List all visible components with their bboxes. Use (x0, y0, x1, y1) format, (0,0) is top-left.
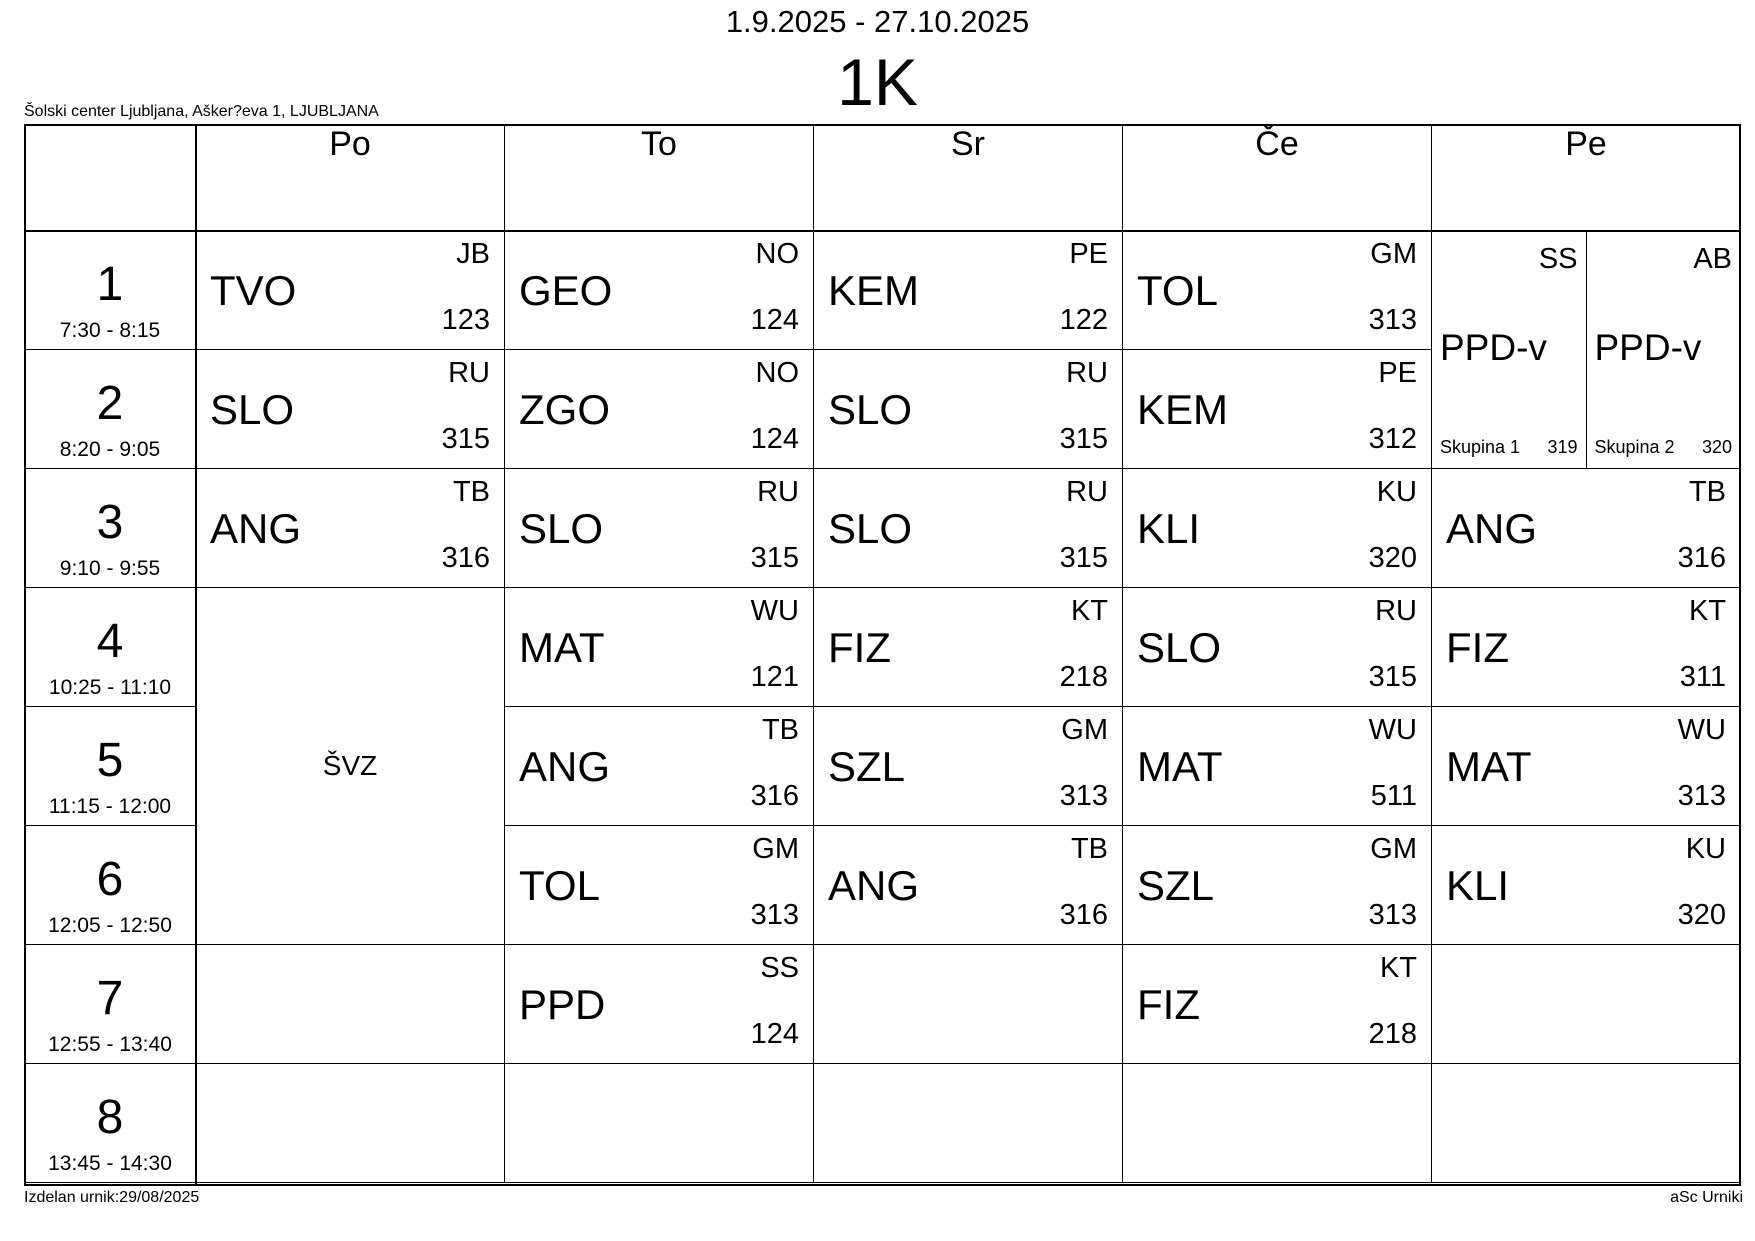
lesson-cell (196, 469, 505, 588)
lesson-cell (814, 231, 1123, 350)
lesson-teacher: WU (750, 595, 799, 627)
lesson-teacher: WU (1368, 714, 1417, 746)
lesson-subject: ANG (828, 862, 920, 909)
lesson-room: 122 (1059, 304, 1108, 336)
period-row (25, 945, 1741, 1064)
lesson-teacher: RU (1375, 595, 1417, 627)
period-time: 10:25 - 11:10 (48, 676, 172, 699)
lesson-cell (1432, 469, 1741, 588)
group-lesson (1432, 231, 1587, 468)
lesson-room: 320 (1677, 899, 1726, 931)
day-name: Pe (1565, 125, 1607, 163)
lesson-teacher: TB (761, 714, 799, 746)
lesson-subject: KEM (828, 267, 920, 314)
period-number: 2 (96, 377, 124, 430)
lesson-teacher: PE (1069, 238, 1108, 270)
lesson-subject: SLO (519, 505, 604, 552)
lesson-subject: MAT (1446, 743, 1532, 790)
header-divider (24, 230, 1741, 232)
day-header-ce (1123, 125, 1432, 231)
period-time: 13:45 - 14:30 (48, 1152, 172, 1175)
lesson-cell (814, 826, 1123, 945)
lesson-cell (1432, 707, 1741, 826)
lesson-group: Skupina 1 (1440, 437, 1521, 457)
period-number: 1 (96, 258, 124, 311)
lesson-teacher: WU (1677, 714, 1726, 746)
brand-label: aSc Urniki (1670, 1189, 1743, 1206)
lesson-room: 312 (1368, 423, 1417, 455)
lesson-cell (505, 707, 814, 826)
lesson-subject: TOL (1137, 267, 1218, 314)
lesson-subject: FIZ (1137, 981, 1200, 1028)
empty-cell (1432, 1064, 1741, 1183)
lesson-teacher: GM (1370, 238, 1417, 270)
day-name: Sr (951, 125, 985, 163)
class-title: 1K (837, 45, 918, 119)
period-number: 8 (96, 1091, 124, 1144)
lesson-room: 316 (1677, 542, 1726, 574)
period-column-divider (195, 124, 197, 1186)
corner-cell (25, 125, 196, 231)
period-time: 12:05 - 12:50 (48, 914, 172, 937)
period-cell (25, 350, 196, 469)
lesson-teacher: KU (1376, 476, 1417, 508)
lesson-teacher: SS (1538, 243, 1578, 275)
period-cell (25, 231, 196, 350)
lesson-subject: ZGO (519, 386, 610, 433)
lesson-room: 124 (750, 423, 799, 455)
empty-cell (196, 1064, 505, 1183)
lesson-cell (1123, 588, 1432, 707)
lesson-cell (196, 350, 505, 469)
lesson-subject: ANG (519, 743, 611, 790)
lesson-teacher: RU (757, 476, 799, 508)
period-row (25, 1064, 1741, 1183)
period-time: 9:10 - 9:55 (59, 557, 161, 580)
lesson-teacher: NO (755, 238, 799, 270)
lesson-cell (1123, 231, 1432, 350)
lesson-room: 124 (750, 304, 799, 336)
period-number: 4 (96, 615, 124, 668)
lesson-teacher: NO (755, 357, 799, 389)
lesson-teacher: KT (1379, 952, 1417, 984)
lesson-room: 315 (1368, 661, 1417, 693)
day-header-sr (814, 125, 1123, 231)
period-row (25, 588, 1741, 707)
lesson-group: Skupina 2 (1594, 437, 1675, 457)
lesson-room: 311 (1679, 661, 1726, 693)
lesson-room: 511 (1370, 780, 1417, 812)
lesson-room: 313 (1677, 780, 1726, 812)
lesson-subject: KEM (1137, 386, 1229, 433)
lesson-cell (505, 945, 814, 1064)
lesson-cell (1123, 945, 1432, 1064)
lesson-teacher: AB (1693, 243, 1732, 275)
lesson-cell (1123, 826, 1432, 945)
lesson-cell (814, 588, 1123, 707)
day-header-po (196, 125, 505, 231)
date-range: 1.9.2025 - 27.10.2025 (725, 4, 1030, 39)
period-cell (25, 588, 196, 707)
lesson-subject: KLI (1446, 862, 1510, 909)
period-row (25, 469, 1741, 588)
lesson-cell (505, 469, 814, 588)
lesson-subject: SLO (828, 505, 913, 552)
lesson-subject: PPD (519, 981, 606, 1028)
period-number: 6 (96, 853, 124, 906)
period-cell (25, 1064, 196, 1183)
created-date: Izdelan urnik:29/08/2025 (24, 1189, 200, 1206)
lesson-subject: ANG (210, 505, 302, 552)
day-name: Če (1255, 125, 1299, 163)
lesson-cell (1432, 588, 1741, 707)
period-time: 12:55 - 13:40 (48, 1033, 172, 1056)
lesson-subject: SZL (828, 743, 906, 790)
lesson-teacher: JB (456, 238, 490, 270)
lesson-teacher: KT (1688, 595, 1726, 627)
lesson-subject: PPD-v (1440, 327, 1547, 368)
period-time: 8:20 - 9:05 (59, 438, 161, 461)
lesson-subject: TVO (210, 267, 297, 314)
school-name: Šolski center Ljubljana, Ašker?eva 1, LJUBLJANA (24, 103, 379, 120)
lesson-cell (505, 588, 814, 707)
lesson-cell (196, 231, 505, 350)
lesson-room: 218 (1368, 1018, 1417, 1050)
lesson-teacher: GM (1370, 833, 1417, 865)
lesson-subject: ŠVZ (322, 750, 378, 781)
day-name: Po (329, 125, 371, 163)
lesson-cell (1123, 350, 1432, 469)
lesson-room: 320 (1701, 437, 1732, 457)
lesson-cell (814, 707, 1123, 826)
period-number: 3 (96, 496, 124, 549)
day-header-to (505, 125, 814, 231)
split-lesson-cell (1432, 231, 1741, 469)
lesson-subject: SLO (210, 386, 295, 433)
period-time: 11:15 - 12:00 (48, 795, 172, 818)
lesson-room: 124 (750, 1018, 799, 1050)
period-cell (25, 707, 196, 826)
period-cell (25, 469, 196, 588)
lesson-room: 315 (1059, 542, 1108, 574)
period-number: 7 (96, 972, 124, 1025)
block-lesson-cell (196, 588, 505, 945)
lesson-subject: SZL (1137, 862, 1215, 909)
lesson-subject: SLO (828, 386, 913, 433)
lesson-teacher: GM (752, 833, 799, 865)
empty-cell (196, 945, 505, 1064)
lesson-room: 313 (1368, 304, 1417, 336)
period-cell (25, 945, 196, 1064)
timetable-grid (24, 124, 1741, 1183)
lesson-cell (814, 469, 1123, 588)
lesson-room: 319 (1547, 437, 1578, 457)
lesson-teacher: TB (1070, 833, 1108, 865)
lesson-cell (505, 231, 814, 350)
lesson-subject: MAT (1137, 743, 1223, 790)
lesson-room: 121 (750, 661, 799, 693)
lesson-subject: KLI (1137, 505, 1201, 552)
period-cell (25, 826, 196, 945)
period-row (25, 231, 1741, 350)
lesson-room: 313 (1368, 899, 1417, 931)
lesson-room: 313 (750, 899, 799, 931)
lesson-cell (1123, 469, 1432, 588)
lesson-cell (505, 826, 814, 945)
lesson-subject: FIZ (828, 624, 891, 671)
lesson-teacher: TB (452, 476, 490, 508)
lesson-teacher: RU (448, 357, 490, 389)
group-lesson (1587, 231, 1741, 468)
lesson-subject: ANG (1446, 505, 1538, 552)
lesson-teacher: TB (1688, 476, 1726, 508)
lesson-cell (505, 350, 814, 469)
empty-cell (814, 1064, 1123, 1183)
lesson-cell (814, 350, 1123, 469)
day-name: To (641, 125, 677, 163)
lesson-subject: SLO (1137, 624, 1222, 671)
lesson-room: 218 (1059, 661, 1108, 693)
lesson-teacher: SS (760, 952, 799, 984)
lesson-cell (1123, 707, 1432, 826)
day-header-pe (1432, 125, 1741, 231)
lesson-teacher: GM (1061, 714, 1108, 746)
lesson-subject: MAT (519, 624, 605, 671)
period-time: 7:30 - 8:15 (59, 319, 161, 342)
lesson-teacher: PE (1378, 357, 1417, 389)
lesson-teacher: RU (1066, 476, 1108, 508)
lesson-room: 123 (441, 304, 490, 336)
lesson-room: 316 (750, 780, 799, 812)
lesson-teacher: RU (1066, 357, 1108, 389)
lesson-room: 316 (441, 542, 490, 574)
lesson-room: 315 (441, 423, 490, 455)
lesson-room: 320 (1368, 542, 1417, 574)
header-row (25, 125, 1741, 231)
lesson-subject: PPD-v (1594, 327, 1702, 368)
lesson-room: 315 (750, 542, 799, 574)
lesson-subject: GEO (519, 267, 613, 314)
lesson-subject: FIZ (1446, 624, 1509, 671)
lesson-cell (1432, 826, 1741, 945)
lesson-teacher: KU (1685, 833, 1726, 865)
lesson-room: 315 (1059, 423, 1108, 455)
lesson-room: 316 (1059, 899, 1108, 931)
lesson-room: 313 (1059, 780, 1108, 812)
empty-cell (814, 945, 1123, 1064)
period-number: 5 (96, 734, 124, 787)
lesson-subject: TOL (519, 862, 600, 909)
empty-cell (1432, 945, 1741, 1064)
empty-cell (1123, 1064, 1432, 1183)
lesson-teacher: KT (1070, 595, 1108, 627)
empty-cell (505, 1064, 814, 1183)
